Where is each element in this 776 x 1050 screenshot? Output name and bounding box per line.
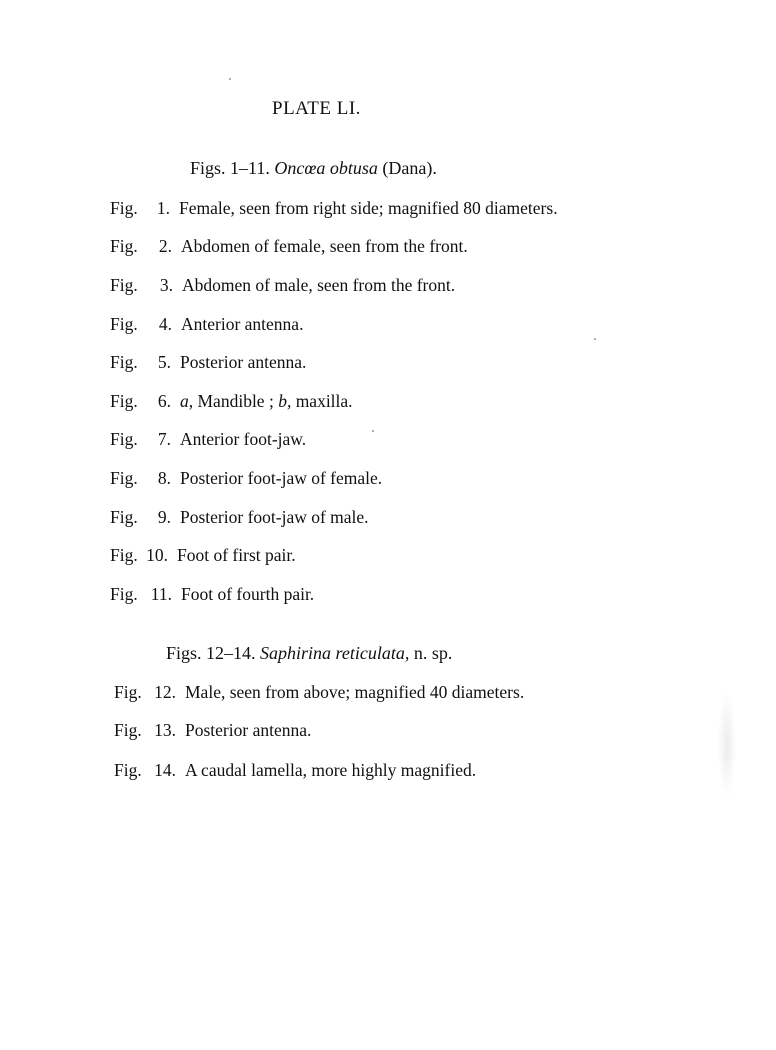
fig-label: Fig. [110,198,138,218]
fig-part-maxilla: maxilla. [291,391,353,411]
section-heading-1 [190,158,437,179]
fig-description: Abdomen of female, seen from the front. [181,236,468,256]
paper-speck [229,78,231,80]
fig-description: Posterior antenna. [180,352,307,372]
fig-number: 6. [157,391,171,411]
fig-label: Fig. [110,545,138,565]
section-range: Figs. 1–11. [190,158,270,178]
fig-description: Male, seen from above; magnified 40 diameters. [185,682,525,702]
fig-description: Anterior foot-jaw. [180,429,307,449]
fig-number: 13. [154,720,176,740]
fig-description: A caudal lamella, more highly magnified. [185,760,477,780]
species-author: (Dana). [382,158,437,178]
fig-label: Fig. [114,720,142,740]
fig-number: 12. [154,682,176,702]
fig-description [180,391,353,412]
fig-number: 1. [156,198,170,218]
figure-caption-10 [110,545,296,566]
figure-caption-7 [110,429,306,450]
figure-caption-11 [110,584,314,605]
figure-caption-1 [110,198,558,219]
fig-number: 11. [150,584,172,604]
figure-caption-6 [110,391,353,412]
figure-caption-12 [114,682,524,703]
fig-description: Anterior antenna. [181,314,304,334]
fig-description: Posterior foot-jaw of male. [180,507,369,527]
fig-description: Foot of first pair. [177,545,296,565]
figure-caption-5 [110,352,306,373]
figure-caption-4 [110,314,303,335]
fig-label: Fig. [110,314,138,334]
figure-caption-9 [110,507,369,528]
fig-label: Fig. [110,584,138,604]
fig-number: 9. [157,507,171,527]
figure-caption-13 [114,720,311,741]
species-note: n. sp. [413,643,453,663]
section-heading-2 [166,643,452,664]
fig-part-mandible: Mandible ; [193,391,279,411]
fig-label: Fig. [114,760,142,780]
fig-description: Abdomen of male, seen from the front. [182,275,456,295]
figure-caption-2 [110,236,468,257]
fig-label: Fig. [110,429,138,449]
fig-label: Fig. [110,468,138,488]
fig-label: Fig. [110,236,138,256]
fig-label: Fig. [110,507,138,527]
figure-caption-8 [110,468,382,489]
fig-number: 14. [154,760,176,780]
fig-number: 3. [159,275,173,295]
fig-number: 4. [158,314,172,334]
section-range: Figs. 12–14. [166,643,256,663]
paper-speck [594,338,596,340]
fig-number: 2. [158,236,172,256]
fig-part-a: a, [180,391,194,411]
fig-description: Female, seen from right side; magnified 80 diameters. [179,198,558,218]
fig-label: Fig. [110,352,138,372]
page-edge-shading [718,690,736,800]
fig-number: 5. [157,352,171,372]
figure-caption-3 [110,275,455,296]
species-name: Saphirina reticulata, [260,643,410,663]
paper-speck [372,430,374,432]
fig-part-b: b, [278,391,292,411]
fig-label: Fig. [110,391,138,411]
species-name: Oncœa obtusa [274,158,378,178]
fig-label: Fig. [110,275,138,295]
fig-label: Fig. [114,682,142,702]
fig-number: 10. [146,545,168,565]
fig-description: Foot of fourth pair. [181,584,315,604]
fig-number: 8. [157,468,171,488]
fig-description: Posterior antenna. [185,720,312,740]
plate-title: PLATE LI. [272,98,361,119]
fig-description: Posterior foot-jaw of female. [180,468,383,488]
fig-number: 7. [157,429,171,449]
figure-caption-14 [114,760,476,781]
